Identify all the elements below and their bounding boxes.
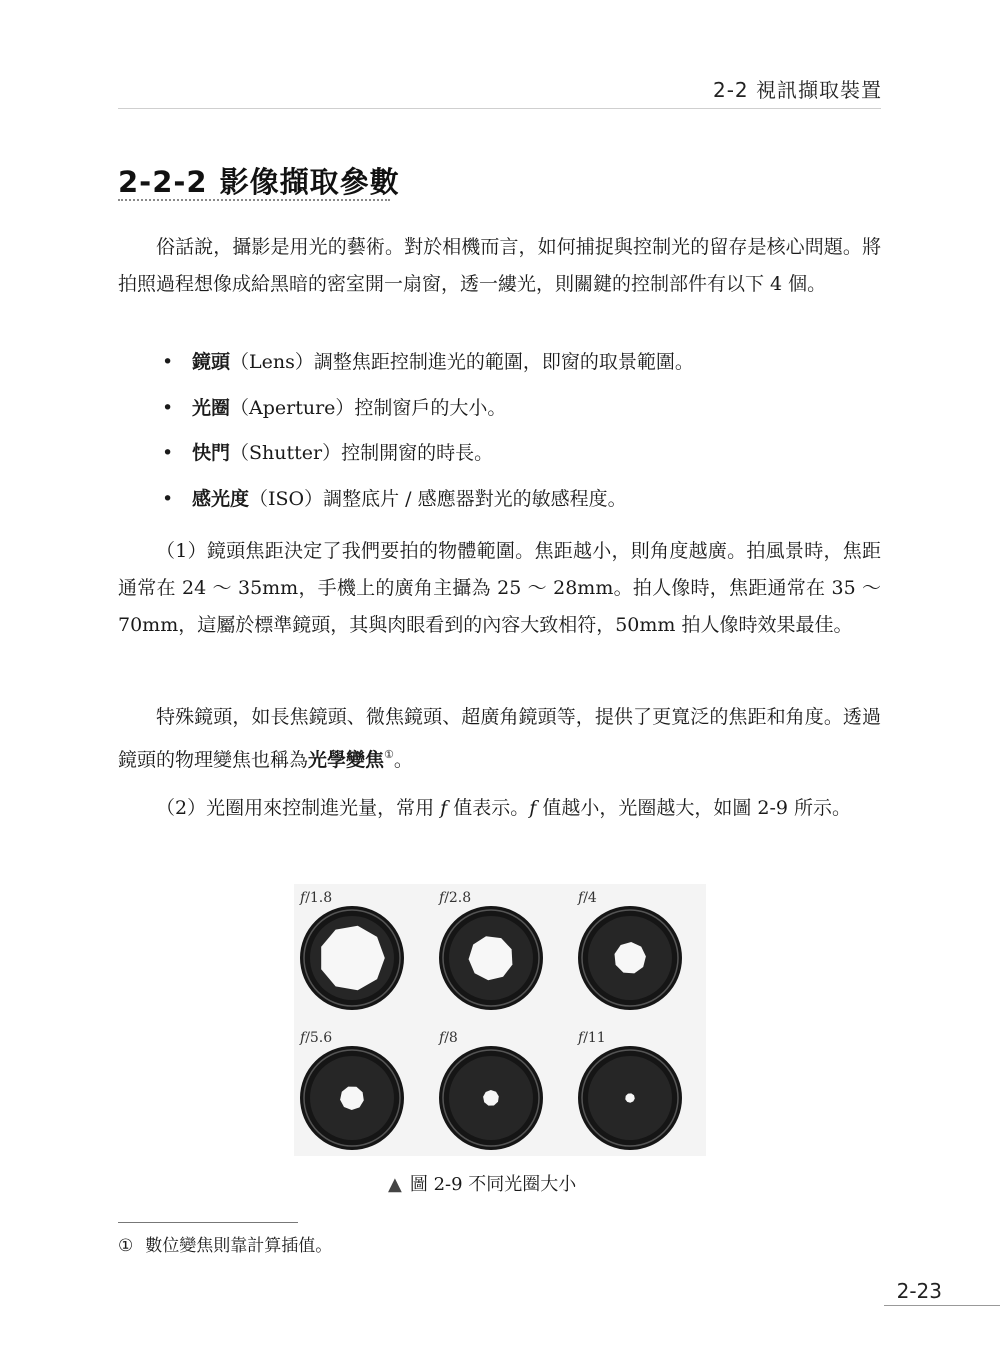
aperture-text-1: （2）光圈用來控制進光量，常用: [156, 797, 441, 819]
header-rule: [118, 108, 881, 109]
figure-caption: [388, 1170, 576, 1196]
bullet-list: [162, 340, 694, 522]
f-symbol: f: [529, 797, 537, 819]
aperture-lens-grid: [294, 884, 706, 1156]
triangle-icon: ▲: [388, 1174, 402, 1195]
aperture-label: f/1.8: [300, 890, 333, 906]
special-lens-text: 特殊鏡頭，如長焦鏡頭、微焦鏡頭、超廣角鏡頭等，提供了更寬泛的焦距和角度。透過鏡頭的物理變焦也稱為: [118, 706, 881, 771]
aperture-figure: [294, 884, 706, 1156]
bullet-term: 快門: [192, 442, 231, 464]
bullet-term: 感光度: [192, 487, 250, 510]
section-title-underline: [118, 199, 390, 201]
footnote-text: 數位變焦則靠計算插值。: [145, 1236, 333, 1256]
lens-panel: [438, 890, 543, 1010]
lens-panel: [577, 1030, 682, 1150]
bullet-item-lens: [162, 340, 694, 386]
page-number: 2-23: [896, 1279, 942, 1303]
intro-paragraph: 俗話說，攝影是用光的藝術。對於相機而言，如何捕捉與控制光的留存是核心問題。將拍照過程想像成給黑暗的密室開一扇窗，透一縷光，則關鍵的控制部件有以下 4 個。: [118, 236, 881, 295]
bullet-item-aperture: [162, 386, 694, 432]
bullet-term: 鏡頭: [192, 351, 231, 373]
bullet-item-shutter: [162, 431, 694, 477]
special-lens-end: 。: [393, 749, 413, 771]
aperture-text-2: 值表示。: [447, 797, 530, 819]
bullet-text: （Lens）調整焦距控制進光的範圍，即窗的取景範圍。: [230, 351, 694, 373]
page-number-rule: [884, 1305, 1000, 1306]
footnote-rule: [118, 1222, 298, 1223]
lens-panel: [299, 890, 404, 1010]
aperture-label: f/2.8: [439, 890, 472, 906]
aperture-label: f/5.6: [300, 1030, 333, 1046]
special-lens-paragraph: [118, 699, 881, 779]
lens-panel: [438, 1030, 543, 1150]
bullet-text: （Shutter）控制開窗的時長。: [230, 442, 494, 464]
bullet-icon: •: [162, 442, 174, 464]
bullet-item-iso: [162, 477, 694, 523]
lens-panel: [299, 1030, 404, 1150]
section-title: [118, 160, 400, 201]
aperture-label: f/4: [578, 890, 597, 906]
section-number: 2-2-2: [118, 165, 208, 199]
footnote: [118, 1231, 332, 1256]
aperture-paragraph: [118, 790, 881, 827]
bullet-text: （ISO）調整底片 / 感應器對光的敏感程度。: [249, 487, 627, 510]
lens-panel: [577, 890, 682, 1010]
bullet-icon: •: [162, 487, 174, 510]
aperture-label: f/11: [578, 1030, 606, 1046]
optical-zoom-term: 光學變焦: [308, 749, 385, 771]
bullet-icon: •: [162, 396, 174, 419]
aperture-label: f/8: [439, 1030, 458, 1046]
section-title-text: 影像擷取參數: [219, 165, 400, 199]
footnote-marker: ①: [118, 1236, 134, 1256]
running-head: 2-2 視訊擷取裝置: [712, 78, 882, 102]
bullet-icon: •: [162, 351, 174, 373]
lens-paragraph: （1）鏡頭焦距決定了我們要拍的物體範圍。焦距越小，則角度越廣。拍風景時，焦距通常在 24 ～ 35mm，手機上的廣角主攝為 25 ～ 28mm。拍人像時，焦距通常在 35 ～ 70mm，這屬於標準鏡頭，其與肉眼看到的內容大致相符，50mm 拍人像時效果最佳。: [118, 540, 881, 636]
bullet-text: （Aperture）控制窗戶的大小。: [230, 396, 507, 419]
bullet-term: 光圈: [192, 396, 231, 419]
f-symbol: f: [440, 797, 448, 819]
figure-caption-text: 圖 2-9 不同光圈大小: [409, 1174, 577, 1195]
footnote-reference[interactable]: ①: [384, 748, 394, 761]
aperture-text-3: 值越小，光圈越大，如圖 2-9 所示。: [536, 797, 851, 819]
